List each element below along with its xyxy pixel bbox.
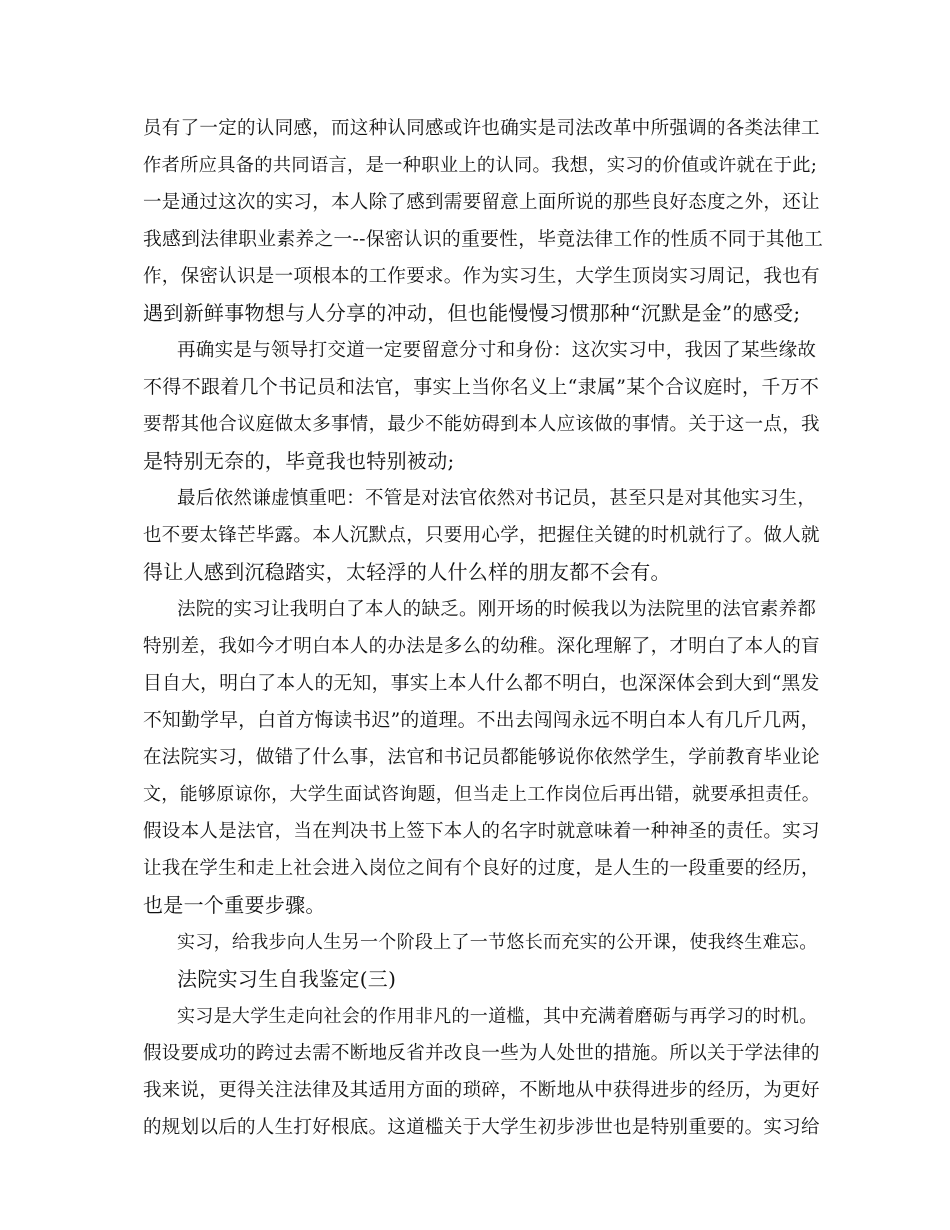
text-line: 员有了一定的认同感，而这种认同感或许也确实是司法改革中所强调的各类法律工 <box>143 118 820 139</box>
text-line: 得让人感到沉稳踏实，太轻浮的人什么样的朋友都不会有。 <box>143 560 671 584</box>
text-line: 我来说，更得关注法律及其适用方面的琐碎，不断地从中获得进步的经历，为更好 <box>143 1080 820 1101</box>
text-line: 假设要成功的跨过去需不断地反省并改良一些为人处世的措施。所以关于学法律的 <box>143 1043 820 1064</box>
text-line: 作者所应具备的共同语言，是一种职业上的认同。我想，实习的价值或许就在于此; <box>143 155 818 176</box>
document-body <box>143 110 823 1146</box>
text-line: 也不要太锋芒毕露。本人沉默点，只要用心学，把握住关键的时机就行了。做人就 <box>143 525 820 546</box>
text-line: 实习是大学生走向社会的作用非凡的一道槛，其中充满着磨砺与再学习的时机。 <box>177 1006 818 1027</box>
text-line: 也是一个重要步骤。 <box>143 893 326 917</box>
text-line: 的规划以后的人生打好根底。这道槛关于大学生初步涉世也是特别重要的。实习给 <box>143 1117 820 1138</box>
text-line: 不得不跟着几个书记员和法官，事实上当你名义上“隶属”某个合议庭时，千万不 <box>143 376 820 398</box>
text-line: 法院实习生自我鉴定(三) <box>177 967 397 991</box>
text-line: 作，保密认识是一项根本的工作要求。作为实习生，大学生顶岗实习周记，我也有 <box>143 266 820 287</box>
text-line: 一是通过这次的实习，本人除了感到需要留意上面所说的那些良好态度之外，还让 <box>143 192 820 213</box>
text-line: 实习，给我步向人生另一个阶段上了一节悠长而充实的公开课，使我终生难忘。 <box>177 932 818 953</box>
text-line: 再确实是与领导打交道一定要留意分寸和身份：这次实习中，我因了某些缘故 <box>177 340 817 361</box>
text-line: 法院的实习让我明白了本人的缺乏。刚开场的时候我以为法院里的法官素养都 <box>177 599 817 620</box>
text-line: 不知勤学早，白首方悔读书迟”的道理。不出去闯闯永远不明白本人有几斤几两， <box>143 710 820 731</box>
text-line: 特别差，我如今才明白本人的办法是多么的幼稚。深化理解了，才明白了本人的盲 <box>143 636 820 657</box>
text-line: 在法院实习，做错了什么事，法官和书记员都能够说你依然学生，学前教育毕业论 <box>143 747 820 768</box>
text-line: 是特别无奈的，毕竟我也特别被动; <box>143 449 455 473</box>
text-line: 最后依然谦虚慎重吧：不管是对法官依然对书记员，甚至只是对其他实习生， <box>177 488 817 509</box>
text-line: 假设本人是法官，当在判决书上签下本人的名字时就意味着一种神圣的责任。实习 <box>143 821 820 842</box>
text-line: 让我在学生和走上社会进入岗位之间有个良好的过度，是人生的一段重要的经历， <box>143 858 820 879</box>
text-line: 文，能够原谅你，大学生面试咨询题，但当走上工作岗位后再出错，就要承担责任。 <box>143 784 821 805</box>
text-line: 我感到法律职业素养之一--保密认识的重要性，毕竟法律工作的性质不同于其他工 <box>143 229 824 250</box>
text-line: 目自大，明白了本人的无知，事实上本人什么都不明白，也深深体会到大到“黑发 <box>143 673 820 694</box>
text-line: 遇到新鲜事物想与人分享的冲动，但也能慢慢习惯那种“沉默是金”的感受; <box>143 301 801 325</box>
text-line: 要帮其他合议庭做太多事情，最少不能妨碍到本人应该做的事情。关于这一点，我 <box>143 414 820 435</box>
